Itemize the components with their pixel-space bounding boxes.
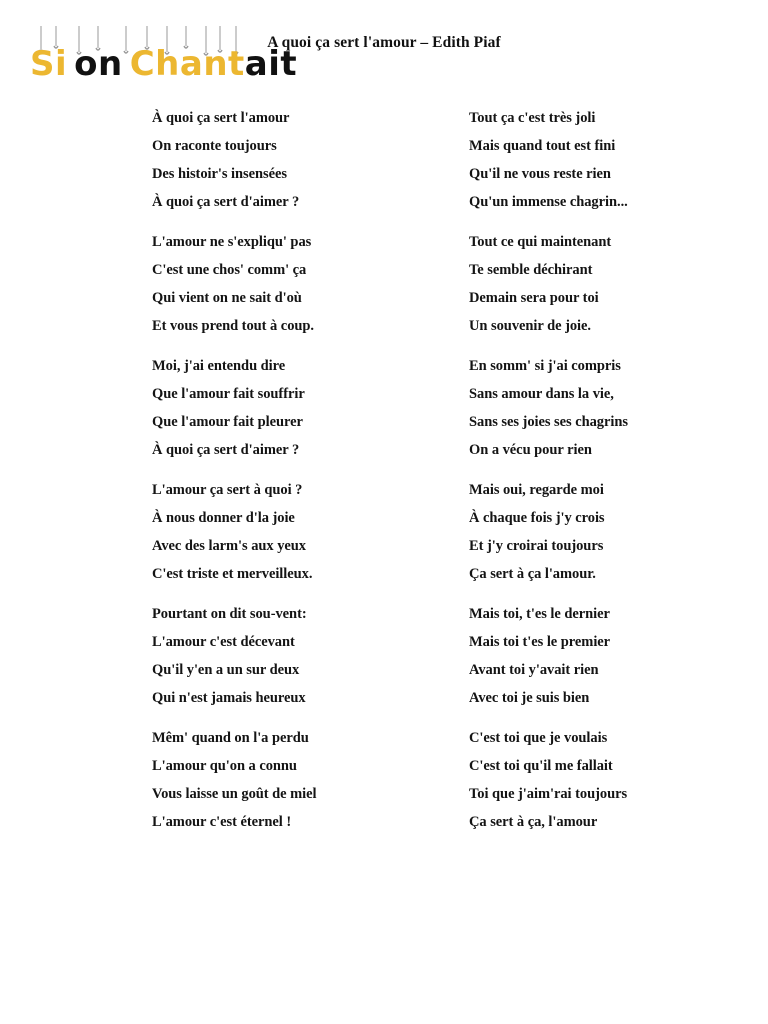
lyric-line: L'amour ne s'expliqu' pas	[152, 234, 312, 250]
lyric-line: À quoi ça sert d'aimer ?	[152, 442, 300, 458]
lyric-line: À chaque fois j'y crois	[469, 510, 605, 526]
stanza	[469, 600, 768, 712]
lyric-line: Qui n'est jamais heureux	[152, 690, 306, 706]
lyric-line: Ça sert à ça, l'amour	[469, 814, 598, 830]
lyric-line: Tout ça c'est très joli	[469, 110, 596, 126]
lyric-line: Avec toi je suis bien	[469, 690, 590, 706]
lyric-line: Mais toi, t'es le dernier	[469, 606, 610, 622]
lyric-line: Un souvenir de joie.	[469, 318, 591, 334]
lyric-line: C'est toi que je voulais	[469, 730, 608, 746]
lyric-line: Que l'amour fait souffrir	[152, 386, 305, 402]
lyric-line: On raconte toujours	[152, 138, 277, 154]
lyric-line: L'amour c'est éternel !	[152, 814, 292, 830]
lyrics-column-left	[152, 104, 452, 848]
stanza	[152, 600, 452, 712]
lyric-line: Te semble déchirant	[469, 262, 593, 278]
stanza	[469, 104, 768, 216]
stanza	[152, 104, 452, 216]
lyric-line: Toi que j'aim'rai toujours	[469, 786, 628, 802]
lyric-line: C'est toi qu'il me fallait	[469, 758, 613, 774]
lyric-line: Qu'il ne vous reste rien	[469, 166, 611, 182]
lyric-line: C'est une chos' comm' ça	[152, 262, 307, 278]
lyric-line: Et j'y croirai toujours	[469, 538, 604, 554]
lyric-line: Mais quand tout est fini	[469, 138, 616, 154]
stanza	[152, 228, 452, 340]
lyric-line: Avant toi y'avait rien	[469, 662, 599, 678]
lyric-line: Sans ses joies ses chagrins	[469, 414, 628, 430]
lyric-line: Tout ce qui maintenant	[469, 234, 612, 250]
lyric-line: Avec des larm's aux yeux	[152, 538, 306, 554]
lyric-line: Qui vient on ne sait d'où	[152, 290, 302, 306]
logo-segment-si: Si	[30, 44, 68, 84]
lyric-line: À quoi ça sert d'aimer ?	[152, 194, 300, 210]
lyric-line: Demain sera pour toi	[469, 290, 599, 306]
stanza	[152, 476, 452, 588]
logo-segment-on: on	[74, 44, 123, 84]
stanza	[469, 352, 768, 464]
stanza	[469, 228, 768, 340]
stanza	[152, 724, 452, 836]
stanza	[469, 476, 768, 588]
stanza	[469, 724, 768, 836]
lyric-line: Ça sert à ça l'amour.	[469, 566, 596, 582]
lyric-line: Pourtant on dit sou-vent:	[152, 606, 307, 622]
lyric-line: En somm' si j'ai compris	[469, 358, 621, 374]
lyric-line: Et vous prend tout à coup.	[152, 318, 314, 334]
lyric-line: L'amour qu'on a connu	[152, 758, 297, 774]
lyric-line: Moi, j'ai entendu dire	[152, 358, 286, 374]
stanza	[152, 352, 452, 464]
lyric-line: L'amour ça sert à quoi ?	[152, 482, 303, 498]
lyric-line: Qu'il y'en a un sur deux	[152, 662, 300, 678]
lyric-line: Qu'un immense chagrin...	[469, 194, 628, 210]
lyric-line: À nous donner d'la joie	[152, 510, 295, 526]
lyric-line: On a vécu pour rien	[469, 442, 592, 458]
page-title: A quoi ça sert l'amour – Edith Piaf	[267, 34, 501, 51]
logo-segment-chant: Chant	[129, 44, 245, 84]
lyric-line: Mêm' quand on l'a perdu	[152, 730, 309, 746]
lyric-line: Vous laisse un goût de miel	[152, 786, 317, 802]
lyric-line: C'est triste et merveilleux.	[152, 566, 313, 582]
lyric-line: Des histoir's insensées	[152, 166, 287, 182]
lyric-line: Mais oui, regarde moi	[469, 482, 604, 498]
lyric-line: À quoi ça sert l'amour	[152, 110, 290, 126]
document-header	[0, 0, 768, 92]
lyric-line: Que l'amour fait pleurer	[152, 414, 303, 430]
lyric-line: L'amour c'est décevant	[152, 634, 295, 650]
lyric-line: Sans amour dans la vie,	[469, 386, 614, 402]
lyrics-column-right	[469, 104, 768, 848]
lyric-line: Mais toi t'es le premier	[469, 634, 611, 650]
logo-segment-ait: ait	[244, 44, 298, 84]
